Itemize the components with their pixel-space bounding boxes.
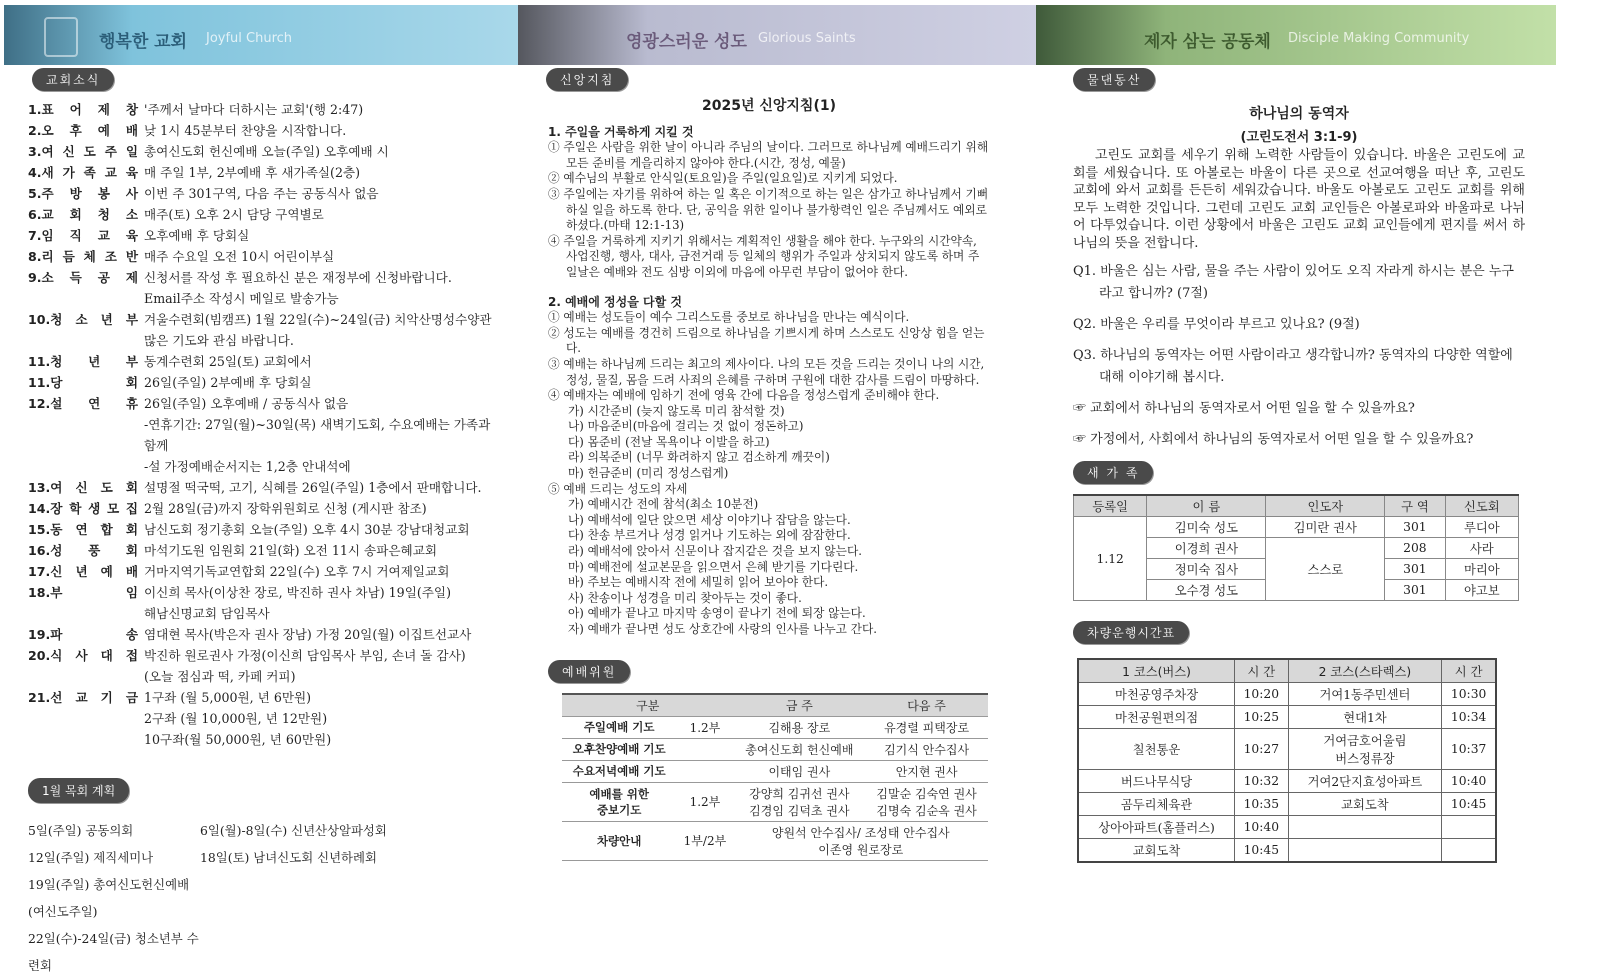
news-item (28, 225, 498, 246)
news-item-key: 12.설 연 휴 (28, 396, 138, 411)
worship-row (562, 782, 988, 821)
bus-cell: 10:40 (1442, 770, 1496, 793)
news-item (28, 309, 498, 330)
bus-label: 차량운행시간표 (1073, 621, 1189, 644)
bus-cell: 마천공원편의점 (1078, 706, 1235, 729)
news-item (28, 246, 498, 267)
bus-cell (1288, 839, 1442, 863)
guide-item: ① 예배는 성도들이 예수 그리스도를 중보로 하나님을 만나는 예식이다. (548, 310, 910, 325)
news-item-value: 겨울수련회(빔캠프) 1월 22일(수)~24일(금) 치악산명성수양관 (144, 312, 492, 327)
bible-column (1073, 68, 1525, 863)
bus-cell: 10:45 (1442, 793, 1496, 816)
news-item (28, 603, 498, 624)
news-item-value: 10구좌(월 50,000원, 년 60만원) (144, 732, 332, 747)
bus-col-header: 시 간 (1235, 659, 1289, 683)
news-item-value: 매주(토) 오후 2시 담당 구역별로 (144, 207, 324, 222)
bus-cell: 10:20 (1235, 683, 1289, 706)
news-item-value: 26일(주일) 오후예배 / 공동식사 없음 (144, 396, 349, 411)
bus-cell: 10:25 (1235, 706, 1289, 729)
bus-cell: 현대1차 (1288, 706, 1442, 729)
worship-col-header: 금 주 (734, 694, 866, 717)
prompt-2: ☞ 가정에서, 사회에서 하나님의 동역자로서 어떤 일을 할 수 있을까요? (1073, 432, 1474, 447)
bus-col-header: 2 코스(스타렉스) (1288, 659, 1442, 683)
guide-item: ④ 예배자는 예배에 임하기 전에 영육 간에 다음을 정성스럽게 준비해야 한다. (548, 388, 940, 403)
bus-row (1078, 793, 1496, 816)
bus-cell: 거여2단지효성아파트 (1288, 770, 1442, 793)
bus-cell: 마천공영주차장 (1078, 683, 1235, 706)
news-column (28, 68, 498, 979)
news-item-value: 신청서를 작성 후 필요하신 분은 재정부에 신청바랍니다. (144, 270, 452, 285)
bus-row (1078, 706, 1496, 729)
worship-next-week: 유경렬 피택장로 (865, 716, 988, 738)
header-joyful (4, 5, 518, 65)
worship-this-week: 양원석 안수집사/ 조성태 안수집사 이존영 원로장로 (734, 821, 988, 860)
guide-subitem: 나) 예배석에 일단 앉으면 세상 이야기나 잡담을 않는다. (568, 512, 851, 527)
bus-cell: 10:37 (1442, 729, 1496, 770)
header-subtitle: Joyful Church (206, 31, 293, 46)
news-item-value: '주께서 날마다 더하시는 교회'(행 2:47) (144, 102, 364, 117)
plan-item: 5일(주일) 공동의회 (28, 823, 134, 838)
guide-item: ② 성도는 예배를 경건히 드림으로 하나님을 기쁘시게 하며 스스로도 신앙상 힘을 얻는다. (548, 325, 985, 356)
news-item (28, 708, 498, 729)
news-item-key: 11.당 회 (28, 375, 138, 390)
bus-cell: 10:30 (1442, 683, 1496, 706)
plan-item: 22일(수)-24일(금) 청소년부 수련회 (28, 931, 199, 973)
worship-role: 주일예배 기도 (562, 716, 676, 738)
worship-part: 1.2부 (676, 716, 733, 738)
news-item-key: 9.소 득 공 제 (28, 270, 138, 285)
header-disciple (1036, 5, 1556, 65)
news-item-value: 26일(주일) 2부예배 후 당회실 (144, 375, 312, 390)
news-item-key: 16.성 풍 회 (28, 543, 138, 558)
news-item (28, 120, 498, 141)
worship-next-week: 김말순 김숙연 권사 김명숙 김순옥 권사 (865, 782, 988, 821)
guide-section-2-items (548, 310, 990, 637)
guide-column (548, 68, 990, 861)
newfamily-label: 새 가 족 (1073, 461, 1153, 484)
bus-cell: 교회도착 (1078, 839, 1235, 863)
guide-item: ③ 예배는 하나님께 드리는 최고의 제사이다. 나의 모든 것을 드리는 것이니 나의 시간, 정성, 물질, 몸을 드려 사죄의 은혜를 구하며 구원에 대한 감사를 드림이 마땅하다. (548, 356, 985, 387)
header-glorious (518, 5, 1036, 65)
news-item (28, 624, 498, 645)
bus-row (1078, 770, 1496, 793)
question-2: Q2. 바울은 우리를 무엇이라 부르고 있나요? (9절) (1073, 317, 1360, 332)
newfamily-col-header: 인도자 (1266, 495, 1385, 517)
guide-subitem: 마) 예배전에 설교본문을 읽으면서 은혜 받기를 기다린다. (568, 559, 859, 574)
news-item-value: 이번 주 301구역, 다음 주는 공동식사 없음 (144, 186, 379, 201)
news-item (28, 582, 498, 603)
news-item (28, 162, 498, 183)
guide-subitem: 라) 예배석에 앉아서 신문이나 잡지같은 것을 보지 않는다. (568, 544, 862, 559)
news-item-key: 15.동 연 합 회 (28, 522, 138, 537)
newfamily-name: 이경희 권사 (1147, 538, 1266, 559)
news-item (28, 372, 498, 393)
worship-row (562, 760, 988, 782)
bible-label: 물댄동산 (1073, 68, 1155, 91)
news-item-value: 이신희 목사(이상찬 장로, 박진하 권사 차남) 19일(주일) (144, 585, 452, 600)
worship-next-week: 안지현 권사 (865, 760, 988, 782)
bus-cell (1442, 839, 1496, 863)
news-item-value: 마석기도원 임원회 21일(화) 오전 11시 송파은혜교회 (144, 543, 438, 558)
bus-cell: 거여금호어울림 버스정류장 (1288, 729, 1442, 770)
guide-subitem: 라) 의복준비 (너무 화려하지 않고 검소하게 깨끗이) (568, 450, 830, 465)
news-item-value: 남신도회 정기총회 오늘(주일) 오후 4시 30분 강남대청교회 (144, 522, 470, 537)
news-item-value: 2월 28일(금)까지 장학위원회로 신청 (게시판 참조) (144, 501, 427, 516)
news-item (28, 99, 498, 120)
plan-item: 19일(주일) 총여신도헌신예배(여신도주일) (28, 877, 190, 919)
newfamily-group: 사라 (1445, 538, 1518, 559)
news-item-key: 20.식 사 대 접 (28, 648, 138, 663)
news-item-value: 2구좌 (월 10,000원, 년 12만원) (144, 711, 328, 726)
header-title: 제자 삼는 공동체 (1144, 32, 1271, 52)
worship-col-header: 다음 주 (865, 694, 988, 717)
bus-cell: 곰두리체육관 (1078, 793, 1235, 816)
worship-next-week: 김기식 안수집사 (865, 738, 988, 760)
header-title: 영광스러운 성도 (626, 32, 747, 52)
news-item-value: 1구좌 (월 5,000원, 년 6만원) (144, 690, 312, 705)
guide-subitem: 바) 주보는 예배시작 전에 세밀히 읽어 보아야 한다. (568, 575, 829, 590)
cross-icon (44, 17, 78, 57)
news-item-key: 10.청 소 년 부 (28, 312, 138, 327)
worship-role: 오후찬양예배 기도 (562, 738, 676, 760)
newfamily-group: 마리아 (1445, 559, 1518, 580)
news-item-key: 19.파 송 (28, 627, 138, 642)
guide-subitem: 아) 예배가 끝나고 마지막 송영이 끝나기 전에 퇴장 않는다. (568, 606, 866, 621)
worship-role: 예배를 위한 중보기도 (562, 782, 676, 821)
guide-subitem: 가) 예배시간 전에 참석(최소 10분전) (568, 497, 759, 512)
news-item (28, 666, 498, 687)
question-3: Q3. 하나님의 동역자는 어떤 사람이라고 생각합니까? 동역자의 다양한 역할에 대해 이야기해 봅시다. (1073, 348, 1513, 385)
newfamily-group: 야고보 (1445, 580, 1518, 601)
news-item-key: 21.선 교 기 금 (28, 690, 138, 705)
news-item-key: 14.장 학 생 모 집 (28, 501, 138, 516)
newfamily-guide: 스스로 (1266, 538, 1385, 601)
news-item (28, 477, 498, 498)
worship-this-week: 이태임 권사 (734, 760, 866, 782)
plan-row (28, 925, 498, 979)
news-item-key: 6.교 회 청 소 (28, 207, 138, 222)
newfamily-col-header: 이 름 (1147, 495, 1266, 517)
bible-title: 하나님의 동역자 (1249, 106, 1349, 122)
news-item (28, 456, 498, 477)
guide-item: ② 예수님의 부활로 안식일(토요일)을 주일(일요일)로 지키게 되었다. (548, 171, 898, 186)
bus-row (1078, 816, 1496, 839)
news-item (28, 729, 498, 750)
guide-item: ③ 주일에는 자기를 위하여 하는 일 혹은 이기적으로 하는 일은 삼가고 하나님께서 기뻐하실 일을 하도록 한다. 단, 공익을 위한 일이나 불가항력인 일은 주님께서도 예외로 하셨다.(마태 12:1-13) (548, 186, 989, 233)
guide-label: 신앙지침 (546, 68, 628, 91)
newfamily-district: 208 (1385, 538, 1445, 559)
news-label: 교회소식 (32, 68, 114, 91)
plan-row (28, 871, 498, 925)
worship-row (562, 738, 988, 760)
worship-role: 차량안내 (562, 821, 676, 860)
news-item (28, 204, 498, 225)
bus-cell: 10:45 (1235, 839, 1289, 863)
bus-cell: 칠천통운 (1078, 729, 1235, 770)
news-item-value: 많은 기도와 관심 바랍니다. (144, 333, 294, 348)
newfamily-col-header: 신도회 (1445, 495, 1518, 517)
news-item (28, 519, 498, 540)
prompt-1: ☞ 교회에서 하나님의 동역자로서 어떤 일을 할 수 있을까요? (1073, 401, 1415, 416)
worship-label: 예배위원 (548, 660, 630, 683)
news-item-value: 해남신명교회 담임목사 (144, 606, 270, 621)
news-item-key: 17.신 년 예 배 (28, 564, 138, 579)
bus-cell: 버드나무식당 (1078, 770, 1235, 793)
bus-cell: 거여1동주민센터 (1288, 683, 1442, 706)
guide-title: 2025년 신앙지침(1) (702, 98, 836, 114)
worship-row (562, 716, 988, 738)
bus-cell: 10:40 (1235, 816, 1289, 839)
news-item-key: 18.부 임 (28, 585, 138, 600)
news-item-value: 박진하 원로권사 가정(이신희 담임목사 부임, 손녀 돌 감사) (144, 648, 466, 663)
newfamily-district: 301 (1385, 517, 1445, 538)
news-item-value: 매 주일 1부, 2부예배 후 새가족실(2층) (144, 165, 361, 180)
worship-table (562, 693, 988, 861)
news-item (28, 561, 498, 582)
bus-cell: 10:34 (1442, 706, 1496, 729)
plan-item: 18일(토) 남녀신도회 신년하례회 (200, 850, 377, 865)
news-item (28, 183, 498, 204)
bus-cell (1442, 816, 1496, 839)
newfamily-district: 301 (1385, 580, 1445, 601)
plan-item: 6일(월)-8일(수) 신년산상알파성회 (200, 823, 387, 838)
worship-role: 수요저녁예배 기도 (562, 760, 676, 782)
news-item-value: 동계수련회 25일(토) 교회에서 (144, 354, 312, 369)
news-item (28, 414, 498, 456)
news-item-value: 총여신도회 헌신예배 오늘(주일) 오후예배 시 (144, 144, 389, 159)
guide-subitem: 자) 예배가 끝나면 성도 상호간에 사랑의 인사를 나누고 간다. (568, 622, 877, 636)
bus-col-header: 시 간 (1442, 659, 1496, 683)
news-item-value: 거마지역기독교연합회 22일(수) 오후 7시 거여제일교회 (144, 564, 450, 579)
worship-this-week: 김해용 장로 (734, 716, 866, 738)
news-item (28, 498, 498, 519)
news-item-key: 2.오 후 예 배 (28, 123, 138, 138)
bus-col-header: 1 코스(버스) (1078, 659, 1235, 683)
newfamily-guide: 김미란 권사 (1266, 517, 1385, 538)
news-item-key: 7.임 직 교 육 (28, 228, 138, 243)
worship-part (676, 738, 733, 760)
bus-cell: 10:32 (1235, 770, 1289, 793)
guide-item: ④ 주일을 거룩하게 지키기 위해서는 계획적인 생활을 해야 한다. 누구와의 시간약속, 사업진행, 행사, 대사, 금전거래 등 일체의 행위가 주일과 상치되지 않도록 하며 주일날은 예배와 전도 심방 이외에 마음에 아무런 부담이 없어야 한다. (548, 233, 980, 279)
news-item (28, 141, 498, 162)
news-item-key: 8.리 듬 체 조 반 (28, 249, 138, 264)
newfamily-row (1074, 517, 1519, 538)
news-item-value: 매주 수요일 오전 10시 어린이부실 (144, 249, 335, 264)
newfamily-district: 301 (1385, 559, 1445, 580)
guide-subitem: 마) 헌금준비 (미리 정성스럽게) (568, 466, 729, 481)
news-item-value: 염대현 목사(박은자 권사 장남) 가정 20일(월) 이집트선교사 (144, 627, 472, 642)
guide-section-1-items (548, 140, 990, 280)
bible-body: 고린도 교회를 세우기 위해 노력한 사람들이 있습니다. 바울은 고린도에 교회를 세웠습니다. 또 아볼로는 바울이 다른 곳으로 선교여행을 떠난 후, 고린도 교회에 와서 교회를 든든히 세워갔습니다. 바울도 아볼로도 고린도 교회를 위해 모두 노력한 것입니다. 그런데 고린도 교회 교인들은 아볼로파와 바울파로 나뉘어 다투었습니다. 이런 상황에서 바울은 고린도 교회 교인들에게 편지를 써서 하나님의 뜻을 전합니다. (1073, 148, 1525, 251)
news-item (28, 540, 498, 561)
guide-item: ① 주일은 사람을 위한 날이 아니라 주님의 날이다. 그러므로 하나님께 예배드리기 위해 모든 준비를 게을리하지 않아야 한다.(시간, 정성, 예물) (548, 140, 989, 170)
news-list (28, 99, 498, 750)
guide-section-1: 1. 주일을 거룩하게 지킬 것 (548, 124, 694, 139)
guide-section-2: 2. 예배에 정성을 다할 것 (548, 294, 682, 309)
news-item (28, 687, 498, 708)
worship-part (676, 760, 733, 782)
plan-label: 1월 목회 계획 (28, 778, 129, 803)
guide-subitem: 다) 찬송 부르거나 성경 읽거나 기도하는 외에 잠잠한다. (568, 528, 851, 543)
guide-subitem: 나) 마음준비(마음에 걸리는 것 없이 정돈하고) (568, 419, 804, 434)
worship-row (562, 821, 988, 860)
news-item-value: -연휴기간: 27일(월)~30일(목) 새벽기도회, 수요예배는 가족과 함께 (144, 417, 491, 453)
news-item-value: Email주소 작성시 메일로 발송가능 (144, 291, 339, 306)
guide-subitem: 사) 찬송이나 성경을 미리 찾아두는 것이 좋다. (568, 590, 802, 605)
news-item (28, 267, 498, 288)
news-item-value: 낮 1시 45분부터 찬양을 시작합니다. (144, 123, 347, 138)
newfamily-date: 1.12 (1074, 517, 1147, 601)
guide-body (548, 99, 990, 638)
worship-col-header: 구분 (562, 694, 734, 717)
news-item-value: 설명절 떡국떡, 고기, 식혜를 26일(주일) 1층에서 판매합니다. (144, 480, 482, 495)
news-item-key: 5.주 방 봉 사 (28, 186, 138, 201)
plan-list (28, 817, 498, 979)
newfamily-name: 정미숙 집사 (1147, 559, 1266, 580)
bus-row (1078, 683, 1496, 706)
bus-cell: 10:35 (1235, 793, 1289, 816)
worship-this-week: 총여신도회 헌신예배 (734, 738, 866, 760)
guide-subitem: 가) 시간준비 (늦지 않도록 미리 참석할 것) (568, 403, 785, 418)
newfamily-group: 루디아 (1445, 517, 1518, 538)
worship-part: 1.2부 (676, 782, 733, 821)
newfamily-col-header: 구 역 (1385, 495, 1445, 517)
news-item (28, 288, 498, 309)
plan-row (28, 817, 498, 844)
news-item-key: 13.여 신 도 회 (28, 480, 138, 495)
worship-part: 1부/2부 (676, 821, 733, 860)
plan-row (28, 844, 498, 871)
news-item-value: -설 가정예배순서지는 1,2층 안내석에 (144, 459, 351, 474)
header-subtitle: Glorious Saints (758, 31, 856, 46)
news-item (28, 351, 498, 372)
question-1: Q1. 바울은 심는 사람, 물을 주는 사람이 있어도 오직 자라게 하시는 분은 누구라고 합니까? (7절) (1073, 264, 1514, 301)
header-subtitle: Disciple Making Community (1288, 31, 1470, 46)
news-item-key: 11.청 년 부 (28, 354, 138, 369)
news-item-key: 4.새 가 족 교 육 (28, 165, 138, 180)
news-item-key: 3.여 신 도 주 일 (28, 144, 138, 159)
bus-row (1078, 839, 1496, 863)
newfamily-name: 오수경 성도 (1147, 580, 1266, 601)
bus-table (1077, 658, 1497, 863)
bus-cell: 교회도착 (1288, 793, 1442, 816)
guide-subitem: 다) 몸준비 (전날 목욕이나 이발을 하고) (568, 434, 770, 449)
worship-this-week: 강양희 김귀선 권사 김경임 김덕초 권사 (734, 782, 866, 821)
news-item-value: 오후예배 후 당회실 (144, 228, 250, 243)
news-item-value: (오늘 점심과 떡, 카페 커피) (144, 669, 296, 684)
bus-cell (1288, 816, 1442, 839)
news-item (28, 645, 498, 666)
header-title: 행복한 교회 (99, 32, 188, 52)
newfamily-name: 김미숙 성도 (1147, 517, 1266, 538)
guide-item: ⑤ 예배 드리는 성도의 자세 (548, 481, 688, 496)
news-item (28, 330, 498, 351)
news-item (28, 393, 498, 414)
newfamily-table (1073, 494, 1519, 601)
news-item-key: 1.표 어 제 창 (28, 102, 138, 117)
plan-item: 12일(주일) 제직세미나 (28, 850, 154, 865)
bus-cell: 10:27 (1235, 729, 1289, 770)
bus-cell: 상아아파트(홈플러스) (1078, 816, 1235, 839)
bus-row (1078, 729, 1496, 770)
newfamily-col-header: 등록일 (1074, 495, 1147, 517)
bible-ref: (고린도전서 3:1-9) (1240, 130, 1358, 145)
